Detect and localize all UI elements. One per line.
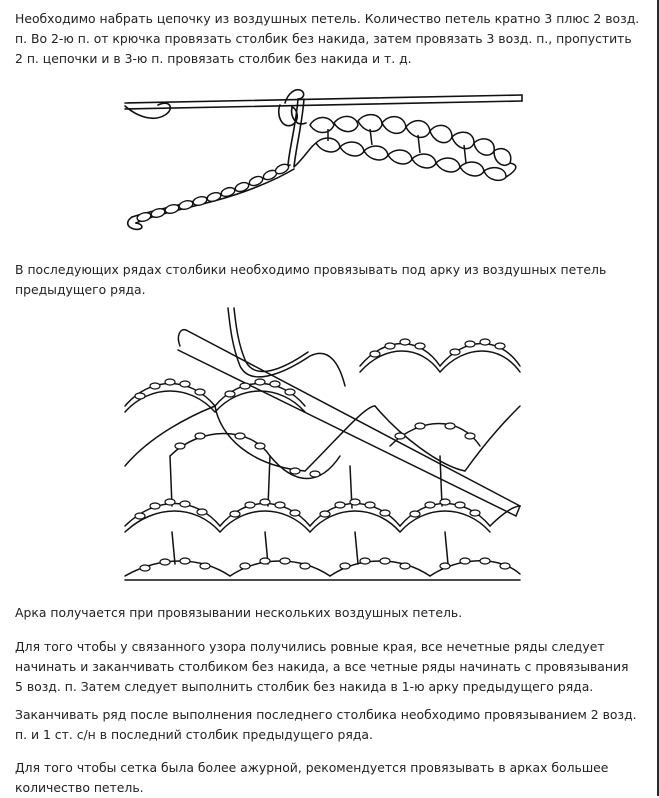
- chain-hook-drawing: [120, 85, 528, 237]
- paragraph-openwork-tip: Для того чтобы сетка была более ажурной, рекомендуется провязывать в арках большее количество петель.: [15, 760, 609, 795]
- paragraph-arch-stitches: В последующих рядах столбики необходимо провязывать под арку из воздушных петель предыдущего ряда.: [15, 262, 607, 297]
- paragraph-even-edges: Для того чтобы у связанного узора получились ровные края, все нечетные ряды следует начинать и заканчивать столбиком без накида, а все четные ряды начинать с провязывания 5 возд. п. Затем следует выполнить столбик без накида в 1-ю арку предыдущего ряда.: [15, 639, 629, 694]
- mesh-hook-drawing: [120, 306, 522, 584]
- mesh-illustration: [120, 306, 522, 584]
- paragraph-arch-definition: Арка получается при провязывании нескольких воздушных петель.: [15, 605, 463, 620]
- paragraph-chain-instructions: Необходимо набрать цепочку из воздушных петель. Количество петель кратно 3 плюс 2 возд. п. Во 2-ю п. от крючка провязать столбик без накида, затем провязать 3 возд. п., пропустить 2 п. цепочки и в 3-ю п. провязать столбик без накида и т. д.: [15, 11, 640, 66]
- paragraph-row-ending: Заканчивать ряд после выполнения последнего столбика необходимо провязыванием 2 возд. п. и 1 ст. с/н в последний столбик предыдущего ряда.: [15, 707, 637, 742]
- chain-illustration: [120, 85, 528, 237]
